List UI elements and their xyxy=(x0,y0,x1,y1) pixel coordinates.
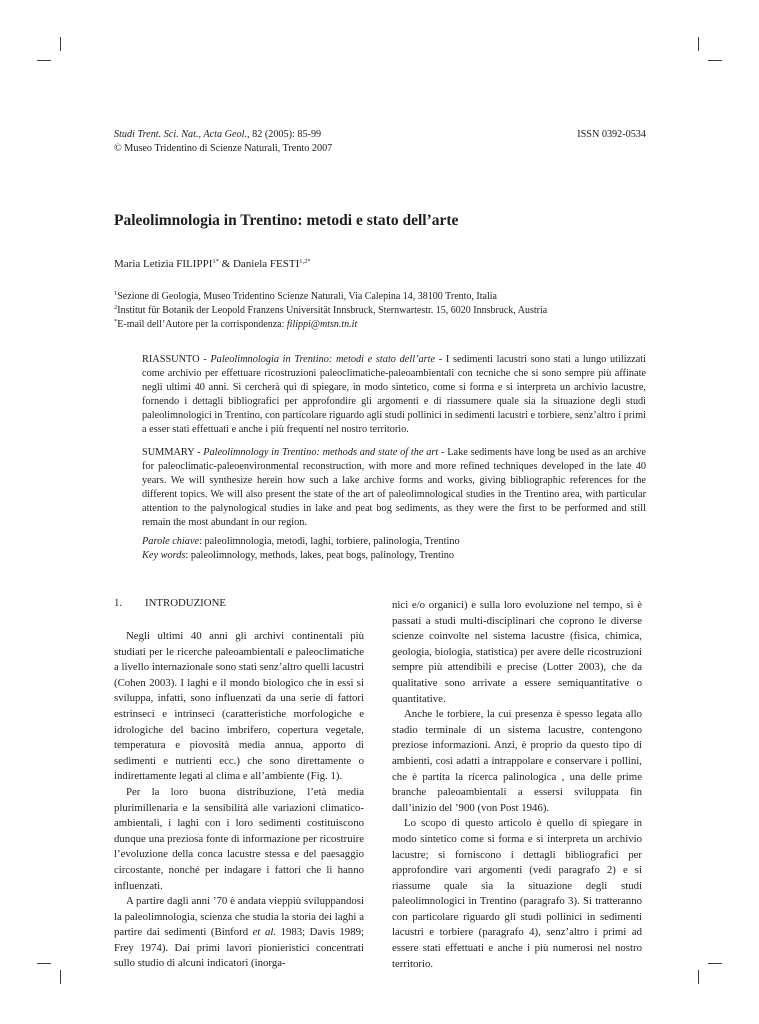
section-heading: 1. INTRODUZIONE xyxy=(114,597,226,609)
affiliation: $^1$Sezione di Geologia, Museo Tridentino Scienze Naturali, Via Calepina 14, 38100 Trento, Italia xyxy=(114,290,497,302)
summary: SUMMARY - Paleolimnology in Trentino: methods and state of the art - Lake sediments have long be used as an archive for paleoclimatic-paleoenvironmental reconstruction, with more and more refined techniques developed in the late 40 years. We will synthesize herein how such a lake archive forms and works, giving bibliographic references for the different topics. We will also present the state of the art of paleolimnological studies in the Trentino area, with particular attention to the palynological studies in lake and peat bog sediments, as they were the first to be performed and still remain the most abundant in our region. xyxy=(142,447,646,529)
crop-mark xyxy=(698,970,699,984)
crop-mark xyxy=(37,963,51,964)
email-link[interactable]: filippi@mtsn.tn.it xyxy=(286,319,358,330)
crop-mark xyxy=(60,970,61,984)
keywords xyxy=(142,535,460,563)
affiliation: $^2$Institut für Botanik der Leopold Franzens Universität Innsbruck, Sternwartestr. 15, 6020 Innsbruck, Austria xyxy=(114,304,548,316)
riassunto: RIASSUNTO - Paleolimnologia in Trentino: metodi e stato dell’arte - I sedimenti lacustri sono stati a lungo utilizzati come archivio per effettuare ricostruzioni paleoclimatiche-paleoambientali con tecniche che si sono sempre più affinate negli ultimi 40 anni. Si cercherà qui di spiegare, in modo sintetico, come si forma e si interpreta un archivio lacustre, fornendo i dettagli bibliografici per approfondire gli argomenti e di riassumere quale sia la situazione degli studi paleolimnologici in Trentino, con particolare riguardo agli studi pollinici in sedimenti lacustri e torbiere, senz’altro i primi a esser stati effettuati e anche i più frequenti nel nostro territorio. xyxy=(142,354,647,436)
journal-header xyxy=(114,128,646,156)
paragraph: Per la loro buona distribuzione, l’età media plurimillenaria e la sensibilità alle variazioni climatico-ambientali, i laghi con i loro sedimenti costituiscono dunque una preziosa fonte di informazione per ricostruire l’evoluzione della conca lacustre stessa e del paesaggio circostante, nonché per indagare i fattori che li hanno influenzati. xyxy=(114,785,364,892)
paragraph: A partire dagli anni ’70 è andata vieppiù sviluppandosi la paleolimnologia, scienza che studia la storia dei laghi a partire dai sedimenti (Binford et al. 1983; Davis 1989; Frey 1974). Dai primi lavori pionieristici concentrati sullo studio di alcuni indicatori (inorga- xyxy=(114,895,364,970)
paragraph: Anche le torbiere, la cui presenza è spesso legata allo stadio terminale di un sistema lacustre, contengono preziose informazioni. Anzi, è proprio da questo tipo di ambienti, così adatti a intrappolare e conservare i pollini, che è partita la ricerca palinologica , una delle prime branche paleoambientali a essersi sviluppata fin dall’inizio del ’900 (von Post 1946). xyxy=(392,708,642,814)
affiliation-email: *E-mail dell’Autore per la corrispondenza: filippi@mtsn.tn.it xyxy=(114,318,358,330)
crop-mark xyxy=(708,60,722,61)
body-column-right xyxy=(392,598,642,972)
paragraph: Lo scopo di questo articolo è quello di spiegare in modo sintetico come si forma e si interpreta un archivio lacustre; si forniscono i dettagli bibliografici per approfondire vari argomenti (vedi paragrafo 2) e si riassume quale sia la situazione degli studi paleolimnologici in Trentino (paragrafo 3). Si tratteranno con particolare riguardo gli studi pollinici in sedimenti lacustri e torbiere (paragrafo 4), senz’altro i primi ad essere stati effettuati e anche i più numerosi nel nostro territorio. xyxy=(392,817,642,970)
paragraph: nici e/o organici) e sulla loro evoluzione nel tempo, si è passati a studi multi-disciplinari che coprono le diverse scienze coinvolte nel sistema lacustre (fisica, chimica, geologia, biologia, statistica) per avere delle ricostruzioni sempre più attendibili e precise (Lotter 2003), che da qualitative sono arrivate a essere semiquantitative o quantitative. xyxy=(392,599,642,705)
authors: Maria Letizia $FILIPPI^{1*}$ & Daniela $FESTI^{1,2*}$ xyxy=(114,258,311,270)
affiliations xyxy=(114,290,547,332)
paragraph: Negli ultimi 40 anni gli archivi continentali più studiati per le ricerche paleoambientali e paleoclimatiche a livello internazionale sono stati senz’altro quelli lacustri (Cohen 2003). I laghi e il mondo biologico che in essi si sviluppa, infatti, sono influenzati da una serie di fattori estrinseci e intrinseci (caratteristiche morfologiche e idrologiche del bacino imbrifero, copertura vegetale, temperatura e piovosità media annua, apporto di sedimenti e nutrienti ecc.) che sono direttamente o indirettamente legati al clima e all’ambiente (Fig. 1). xyxy=(114,630,364,783)
keywords-english: Key words: paleolimnology, methods, lakes, peat bogs, palinology, Trentino xyxy=(142,550,455,561)
crop-mark xyxy=(37,60,51,61)
crop-mark xyxy=(708,963,722,964)
copyright: © Museo Tridentino di Scienze Naturali, Trento 2007 xyxy=(114,143,333,154)
citation: Studi Trent. Sci. Nat., Acta Geol., 82 (2005): 85-99 xyxy=(114,129,322,140)
issn: ISSN 0392-0534 xyxy=(577,129,646,140)
paper-title: Paleolimnologia in Trentino: metodi e stato dell’arte xyxy=(114,212,459,229)
crop-mark xyxy=(698,37,699,51)
keywords-italian: Parole chiave: paleolimnologia, metodi, laghi, torbiere, palinologia, Trentino xyxy=(142,536,460,547)
crop-mark xyxy=(60,37,61,51)
body-column-left xyxy=(114,629,364,972)
